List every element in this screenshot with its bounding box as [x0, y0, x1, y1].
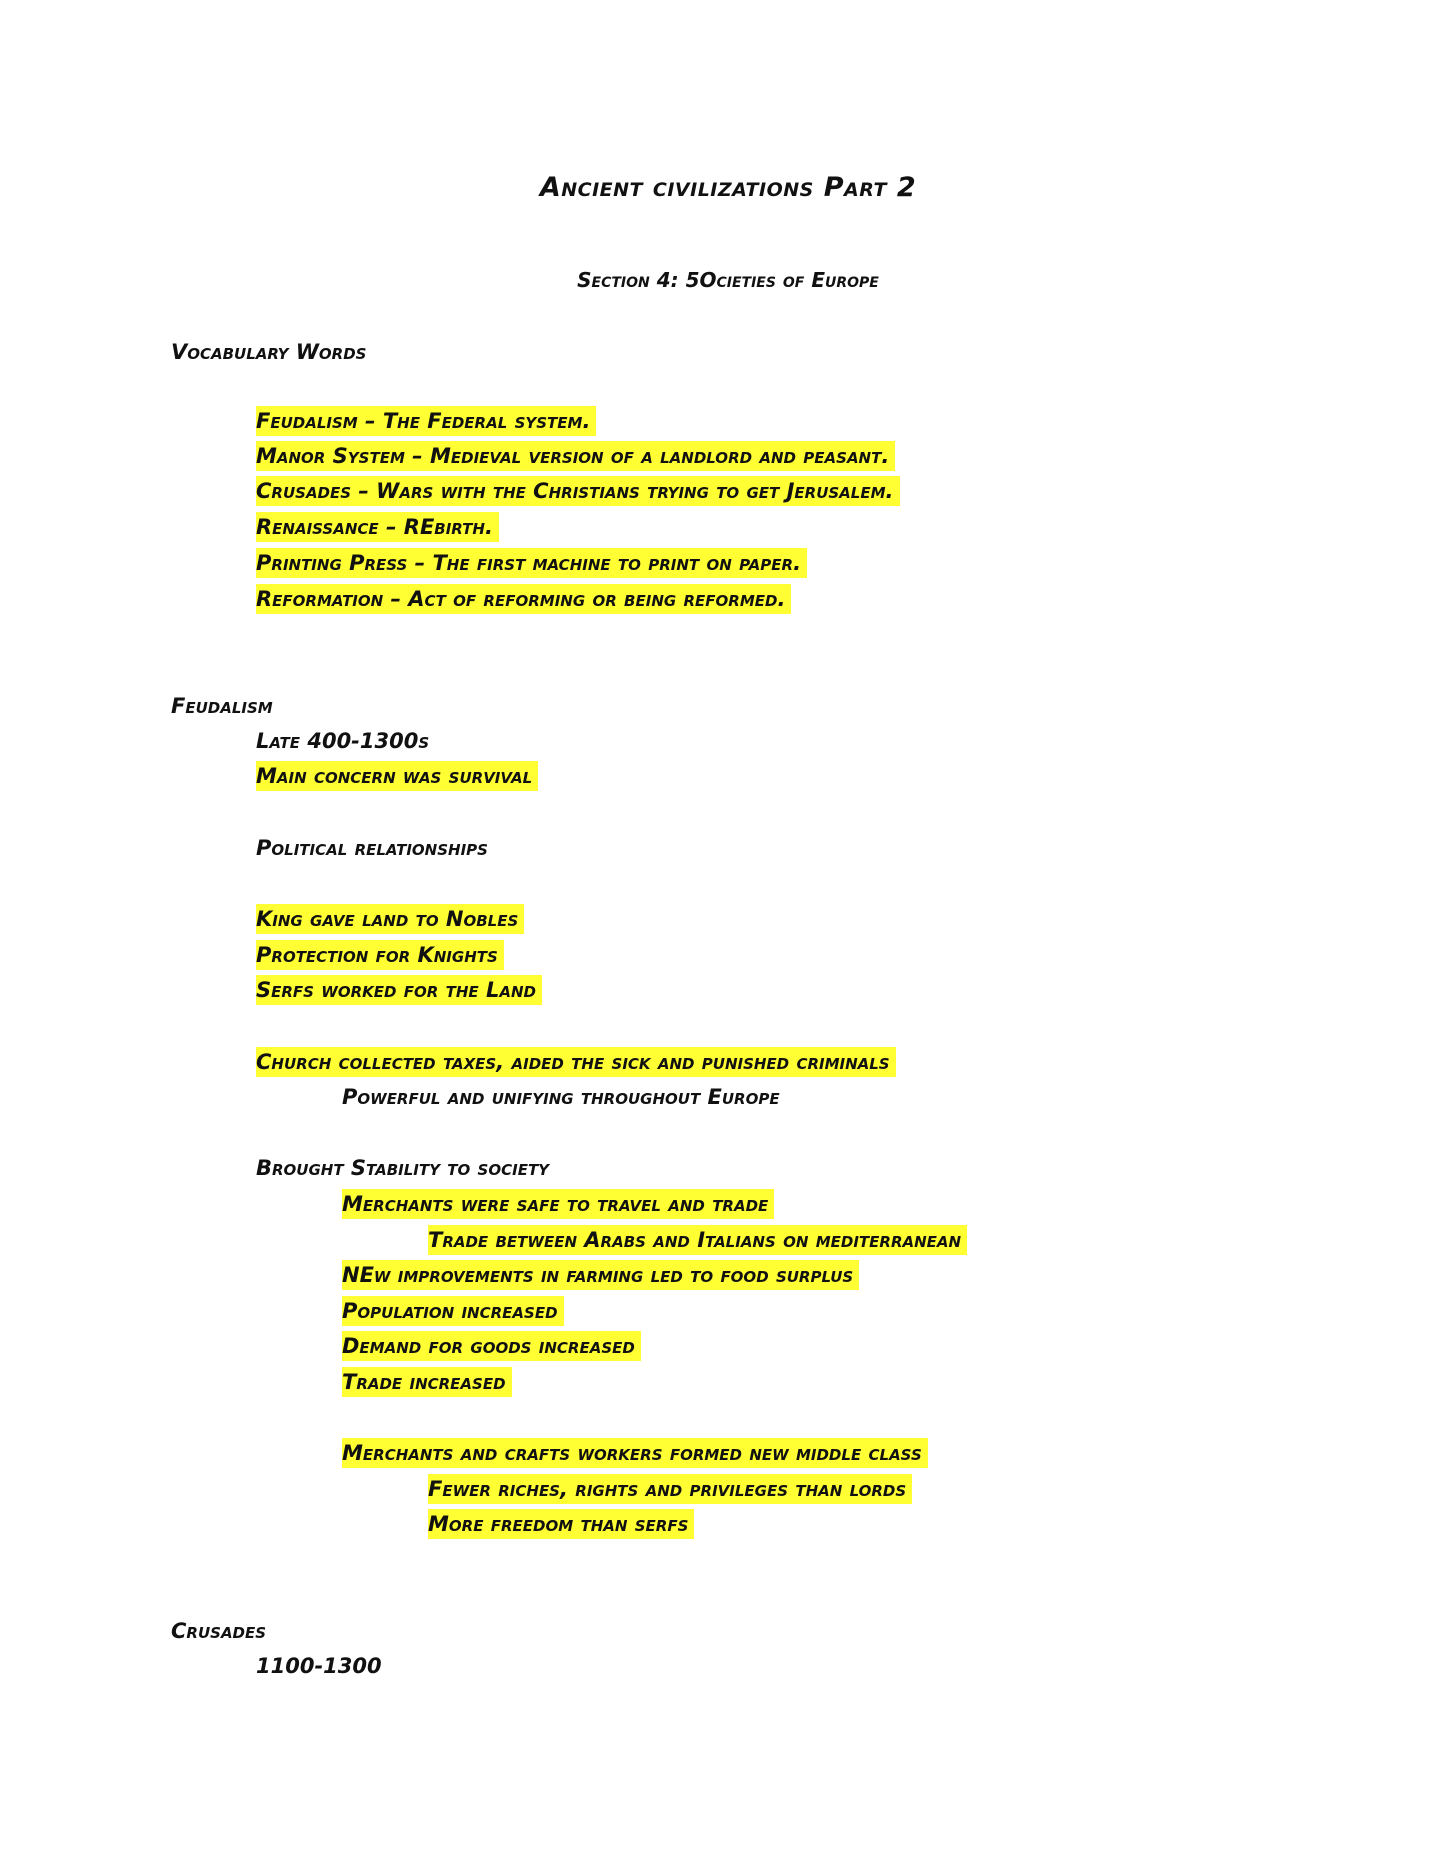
crusades-heading: Crusades [171, 1619, 267, 1643]
church-line: Church collected taxes, aided the sick and punished criminals [256, 1047, 896, 1077]
political-item: Serfs worked for the Land [256, 975, 542, 1005]
crusades-dates: 1100-1300 [256, 1654, 382, 1678]
middle-class-line: Merchants and crafts workers formed new middle class [342, 1438, 928, 1468]
stability-item: NEw improvements in farming led to food surplus [342, 1260, 859, 1290]
vocab-item-reformation: Reformation – Act of reforming or being reformed. [256, 584, 791, 614]
political-item: Protection for Knights [256, 940, 504, 970]
stability-item: Merchants were safe to travel and trade [342, 1189, 774, 1219]
middle-class-subitem: More freedom than serfs [428, 1509, 694, 1539]
vocab-item-printing-press: Printing Press – The first machine to print on paper. [256, 548, 807, 578]
vocab-item-renaissance: Renaissance – REbirth. [256, 512, 499, 542]
section-subtitle: Section 4: 5Ocieties of Europe [577, 268, 879, 292]
church-sub-line: Powerful and unifying throughout Europe [342, 1085, 780, 1109]
feudalism-heading: Feudalism [171, 694, 273, 718]
stability-item: Trade increased [342, 1367, 512, 1397]
middle-class-subitem: Fewer riches, rights and privileges than lords [428, 1474, 912, 1504]
political-heading: Political relationships [256, 836, 488, 860]
vocabulary-heading: Vocabulary Words [171, 340, 367, 364]
feudalism-main-concern: Main concern was survival [256, 761, 538, 791]
stability-item: Demand for goods increased [342, 1331, 641, 1361]
stability-item: Population increased [342, 1296, 564, 1326]
feudalism-dates: Late 400-1300s [256, 729, 430, 753]
document-title: Ancient civilizations Part 2 [539, 172, 917, 203]
vocab-item-feudalism: Feudalism – The Federal system. [256, 406, 596, 436]
political-item: King gave land to Nobles [256, 904, 524, 934]
vocab-item-crusades: Crusades – Wars with the Christians trying to get Jerusalem. [256, 476, 900, 506]
stability-heading: Brought Stability to society [256, 1156, 550, 1180]
vocab-item-manor-system: Manor System – Medieval version of a landlord and peasant. [256, 441, 895, 471]
stability-subitem: Trade between Arabs and Italians on mediterranean [428, 1225, 967, 1255]
